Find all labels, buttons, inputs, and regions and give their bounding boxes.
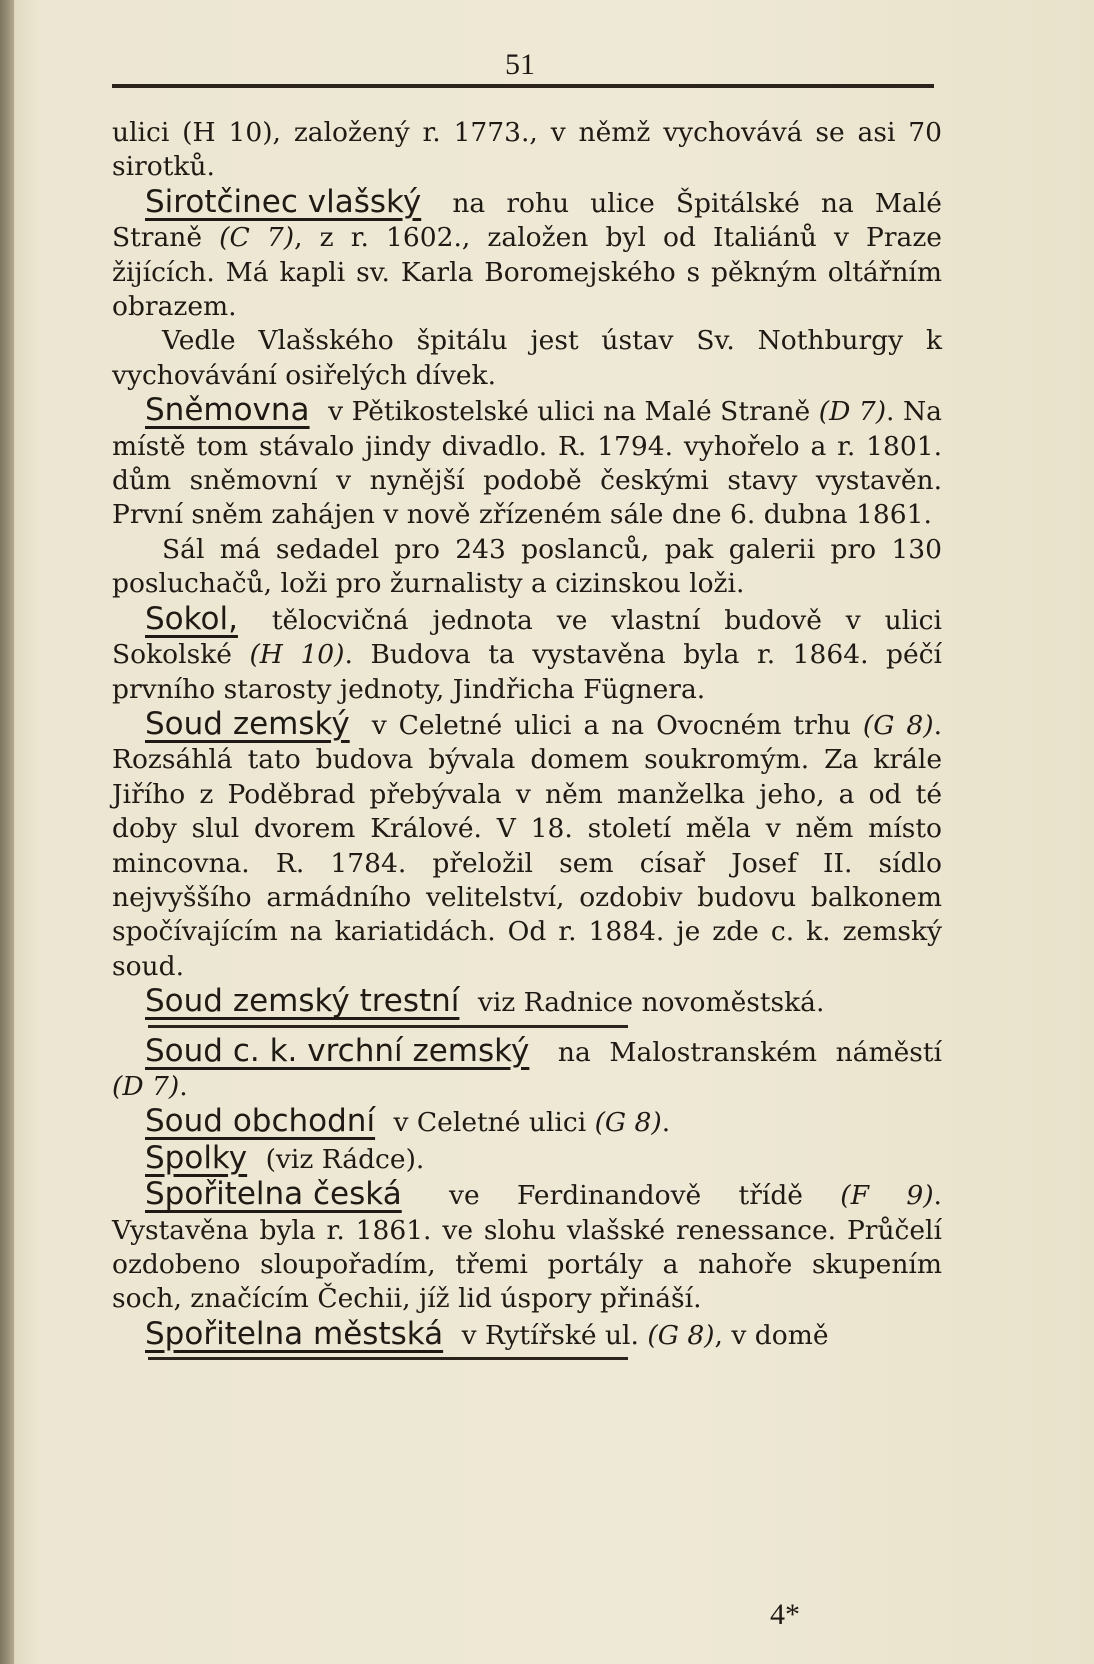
entry-text: na rohu ulice Špitálské na Malé Straně [112,187,942,254]
entry-title: Soud obchodní [145,1103,376,1140]
page-number: 51 [505,48,535,81]
entry-text: v Rytířské ul. [453,1319,648,1351]
entry-title: Spořitelna česká [145,1176,402,1213]
entry-soud-zemsky [112,707,942,984]
entry-title: Spořitelna městská [145,1315,444,1352]
header-rule [112,84,934,88]
entry-soud-obchodni [112,1104,942,1140]
entry-text: . [179,1070,188,1102]
entry-title: Soud c. k. vrchní zemský [145,1032,530,1069]
paragraph-continuation: ulici (H 10), založený r. 1773., v němž vychovává se asi 70 sirotků. [112,117,942,183]
map-reference: (D 7) [112,1070,180,1102]
entry-text: viz Radnice novoměstská. [469,987,825,1019]
entry-spolky [112,1141,942,1177]
entry-text: ve Ferdinandově třídě [411,1180,841,1212]
entry-title: Soud zemský [145,705,350,742]
entry-text: (viz Rádce). [257,1143,425,1175]
entry-snemovna [112,393,942,533]
entry-text: , z r. 1602., založen byl od Italiánů v Praze žijících. Má kapli sv. Karla Boromejského s pěkným oltářním obrazem. [112,222,942,323]
separator-rule-bottom [148,1357,628,1360]
page-body [112,116,942,1366]
map-reference: (F 9) [840,1180,934,1212]
entry-title: Spolky [145,1139,248,1176]
entry-text: tělocvičná jednota ve vlastní budově v ulici Sokolské [112,604,942,671]
entry-sirotcinec-note: Vedle Vlašského špitálu jest ústav Sv. Nothburgy k vychovávání osiřelých dívek. [112,325,942,391]
entry-text: . Budova ta vystavěna byla r. 1864. péčí prvního starosty jednoty, Jindřicha Fügnera. [112,639,943,705]
entry-sokol [112,602,942,707]
entry-title: Sirotčinec vlašský [145,183,422,220]
map-reference: (C 7) [219,222,295,254]
entry-text: . [661,1107,671,1139]
map-reference: (D 7) [818,396,887,428]
map-reference: (H 10) [249,639,345,671]
entry-title: Soud zemský trestní [145,983,460,1020]
entry-text: v Celetné ulici a na Ovocném trhu [359,709,863,741]
entry-sporitelna-mestska [112,1317,942,1353]
entry-sporitelna-ceska [112,1177,942,1317]
entry-sirotcinec [112,185,942,325]
entry-text: . Na místě tom stávalo jindy divadlo. R. 1794. vyhořelo a r. 1801. dům sněmovní v nynější podobě českými stavy vystavěn. První sněm zahájen v nově zřízeném sále dne 6. dubna 1861. [112,396,942,531]
entry-text: v Celetné ulici [385,1107,595,1139]
entry-soud-trestni [112,984,942,1020]
entry-text: , v domě [714,1319,829,1351]
map-reference: (G 8) [594,1107,662,1139]
map-reference: (G 8) [862,709,934,741]
page-binding-edge [0,0,14,1664]
entry-text: . Vystavěna byla r. 1861. ve slohu vlašské renessance. Průčelí ozdobeno sloupořadím, třemi portály a nahoře skupením soch, značícím Čechii, jíž lid úspory přináší. [112,1180,942,1315]
entry-text: na Malostranském náměstí [539,1036,942,1068]
entry-soud-vrchni [112,1034,942,1105]
entry-title: Sokol, [145,600,238,637]
entry-text: . Rozsáhlá tato budova bývala domem soukromým. Za krále Jiřího z Poděbrad přebývala v něm manželka jeho, a od té doby slul dvorem Králové. V 18. století měla v něm místo mincovna. R. 1784. přeložil sem císař Josef II. sídlo nejvyššího armádního velitelství, ozdobiv budovu balkonem spočívajícím na kariatidách. Od r. 1884. je zde c. k. zemský soud. [112,709,942,982]
signature-mark: 4* [770,1598,800,1631]
entry-snemovna-note: Sál má sedadel pro 243 poslanců, pak galerii pro 130 posluchačů, loži pro žurnalisty a cizinskou loži. [112,533,942,600]
separator-rule [148,1025,628,1028]
map-reference: (G 8) [647,1319,715,1351]
entry-text: v Pětikostelské ulici na Malé Straně [319,396,819,428]
entry-title: Sněmovna [145,392,310,429]
